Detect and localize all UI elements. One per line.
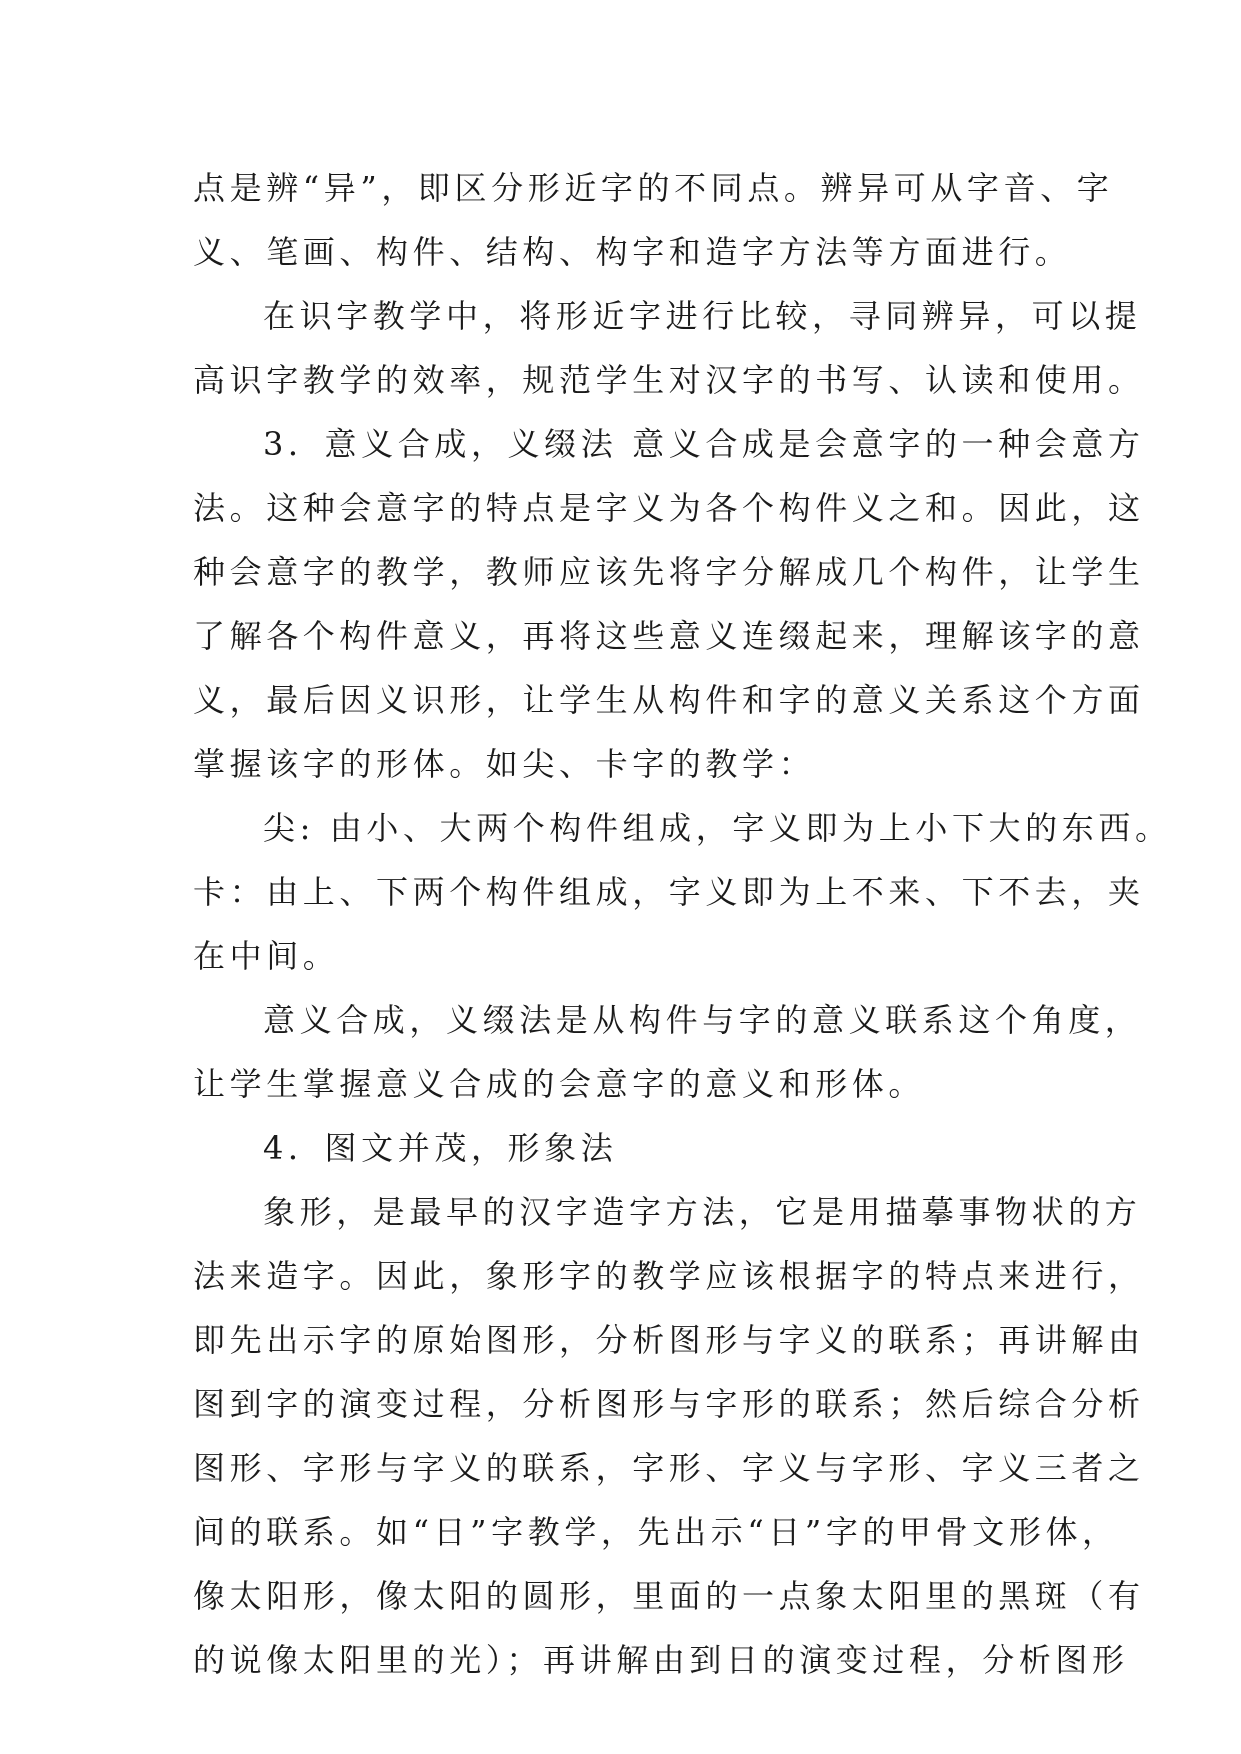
text-line: 法来造字。因此，象形字的教学应该根据字的特点来进行， [193,1257,1145,1295]
text-line: 图形、字形与字义的联系，字形、字义与字形、字义三者之 [193,1449,1145,1487]
text-line: 高识字教学的效率，规范学生对汉字的书写、认读和使用。 [193,361,1145,399]
text-line: 种会意字的教学，教师应该先将字分解成几个构件，让学生 [193,553,1145,591]
text-line: 法。这种会意字的特点是字义为各个构件义之和。因此，这 [193,489,1145,527]
text-line: 图到字的演变过程，分析图形与字形的联系；然后综合分析 [193,1385,1145,1423]
paragraph-start-line: 象形，是最早的汉字造字方法，它是用描摹事物状的方 [263,1193,1142,1231]
paragraph-start-line: 意义合成，义缀法是从构件与字的意义联系这个角度， [263,1001,1142,1039]
paragraph-start-line: 在识字教学中，将形近字进行比较，寻同辨异，可以提 [263,297,1142,335]
text-line: 义、笔画、构件、结构、构字和造字方法等方面进行。 [193,233,1072,271]
text-line: 在中间。 [193,937,340,975]
text-line: 像太阳形，像太阳的圆形，里面的一点象太阳里的黑斑（有 [193,1577,1145,1615]
text-line: 点是辨“异”，即区分形近字的不同点。辨异可从字音、字 [193,169,1114,207]
text-line: 的说像太阳里的光）；再讲解由到日的演变过程，分析图形 [193,1641,1129,1679]
text-line: 了解各个构件意义，再将这些意义连缀起来，理解该字的意 [193,617,1145,655]
text-line: 掌握该字的形体。如尖、卡字的教学： [193,745,816,783]
text-line: 让学生掌握意义合成的会意字的意义和形体。 [193,1065,926,1103]
section-heading-3: 3．意义合成，义缀法 意义合成是会意字的一种会意方 [263,425,1145,463]
text-line: 即先出示字的原始图形，分析图形与字义的联系；再讲解由 [193,1321,1145,1359]
text-line: 间的联系。如“日”字教学，先出示“日”字的甲骨文形体， [193,1513,1119,1551]
body-text [193,156,1172,1692]
text-line: 义，最后因义识形，让学生从构件和字的意义关系这个方面 [193,681,1145,719]
section-heading-4: 4．图文并茂，形象法 [263,1129,618,1167]
example-ka-line: 卡：由上、下两个构件组成，字义即为上不来、下不去，夹 [193,873,1145,911]
example-jian-line: 尖: 由小、大两个构件组成，字义即为上小下大的东西。 [263,809,1172,847]
